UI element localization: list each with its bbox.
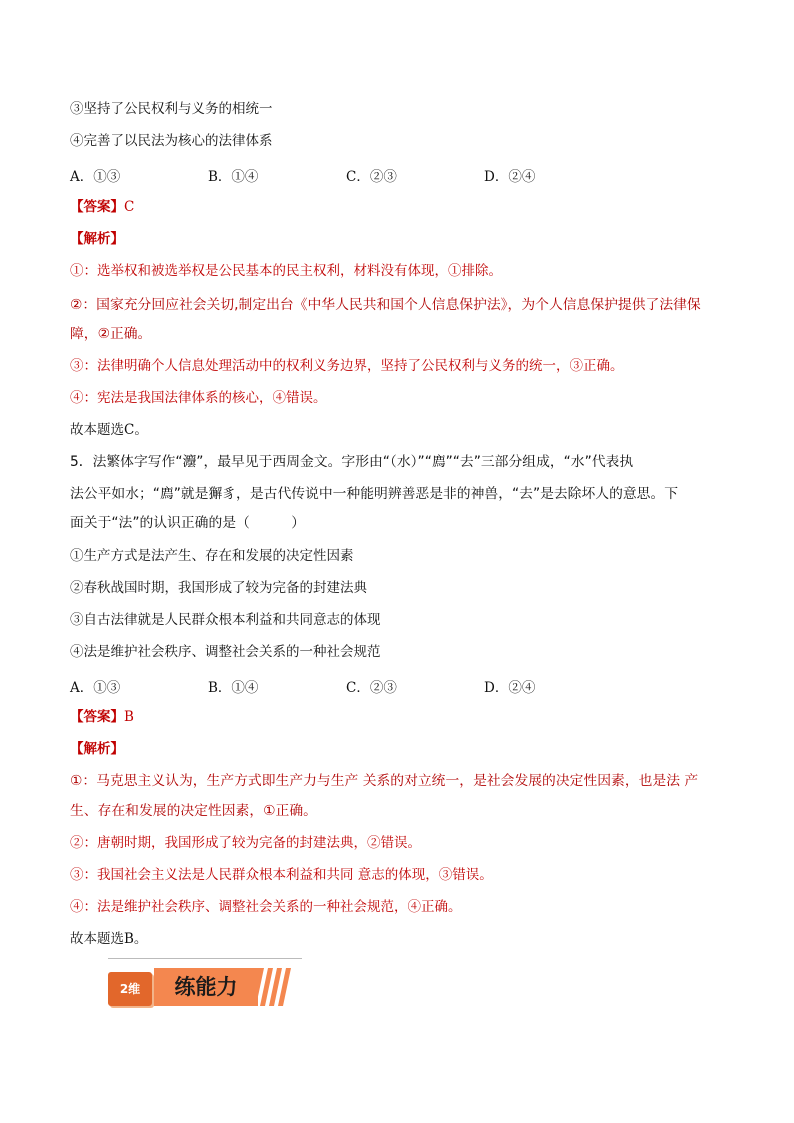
- q4-conclusion: 故本题选C。: [70, 422, 148, 438]
- q5-analysis-line: ④：法是维护社会秩序、调整社会关系的一种社会规范，④正确。: [70, 899, 462, 915]
- banner-divider: [108, 958, 302, 959]
- q5-stem-line: 面关于“法”的认识正确的是（ ）: [70, 515, 306, 531]
- q5-item-2: ②春秋战国时期，我国形成了较为完备的封建法典: [70, 580, 367, 596]
- q4-analysis-label: 【解析】: [70, 231, 124, 247]
- q4-analysis-line: ③：法律明确个人信息处理活动中的权利义务边界，坚持了公民权利与义务的统一，③正确。: [70, 358, 624, 374]
- q4-option-b: B．①④: [208, 169, 259, 185]
- q4-option-a: A．①③: [70, 169, 121, 185]
- q5-analysis-line: 生、存在和发展的决定性因素，①正确。: [70, 803, 317, 819]
- q5-answer: [70, 708, 134, 726]
- q4-analysis-line: 障，②正确。: [70, 326, 152, 342]
- q4-answer: [70, 198, 134, 216]
- q4-analysis-line: ④：宪法是我国法律体系的核心，④错误。: [70, 390, 327, 406]
- q5-conclusion: 故本题选B。: [70, 931, 148, 947]
- answer-value: B: [124, 709, 134, 725]
- q5-item-3: ③自古法律就是人民群众根本利益和共同意志的体现: [70, 612, 381, 628]
- q5-option-c: C．②③: [346, 680, 397, 696]
- section-banner: [108, 968, 284, 1006]
- q4-option-c: C．②③: [346, 169, 397, 185]
- q5-analysis-line: ③：我国社会主义法是人民群众根本利益和共同 意志的体现，③错误。: [70, 867, 493, 883]
- q5-option-d: D．②④: [484, 680, 536, 696]
- stripe-decoration-icon: [256, 968, 292, 1006]
- q5-item-4: ④法是维护社会秩序、调整社会关系的一种社会规范: [70, 644, 381, 660]
- q5-analysis-label: 【解析】: [70, 741, 124, 757]
- q5-option-b: B．①④: [208, 680, 259, 696]
- q4-analysis-line: ①：选举权和被选举权是公民基本的民主权利，材料没有体现，①排除。: [70, 263, 502, 279]
- q4-analysis-line: ②：国家充分回应社会关切,制定出台《中华人民共和国个人信息保护法》，为个人信息保护提供了法律保: [70, 297, 701, 313]
- q5-item-1: ①生产方式是法产生、存在和发展的决定性因素: [70, 548, 354, 564]
- answer-label: 【答案】: [70, 709, 124, 725]
- answer-value: C: [124, 199, 135, 215]
- q5-stem-line: 法公平如水；“廌”就是獬豸，是古代传说中一种能明辨善恶是非的神兽，“去”是去除坏人的意思。下: [70, 486, 679, 502]
- answer-label: 【答案】: [70, 199, 124, 215]
- q5-option-a: A．①③: [70, 680, 121, 696]
- q4-item-3: ③坚持了公民权利与义务的相统一: [70, 101, 273, 117]
- q4-option-d: D．②④: [484, 169, 536, 185]
- q5-stem-line: 5．法繁体字写作“灋”，最早见于西周金文。字形由“（水）”“廌”“去”三部分组成，“水”代表执: [70, 454, 634, 470]
- section-number: 2维: [108, 972, 152, 1006]
- q5-analysis-line: ②：唐朝时期，我国形成了较为完备的封建法典，②错误。: [70, 835, 421, 851]
- section-title: 练能力: [154, 968, 258, 1006]
- q4-item-4: ④完善了以民法为核心的法律体系: [70, 133, 273, 149]
- q5-analysis-line: ①：马克思主义认为，生产方式即生产力与生产 关系的对立统一，是社会发展的决定性因素，也是法 产: [70, 773, 699, 789]
